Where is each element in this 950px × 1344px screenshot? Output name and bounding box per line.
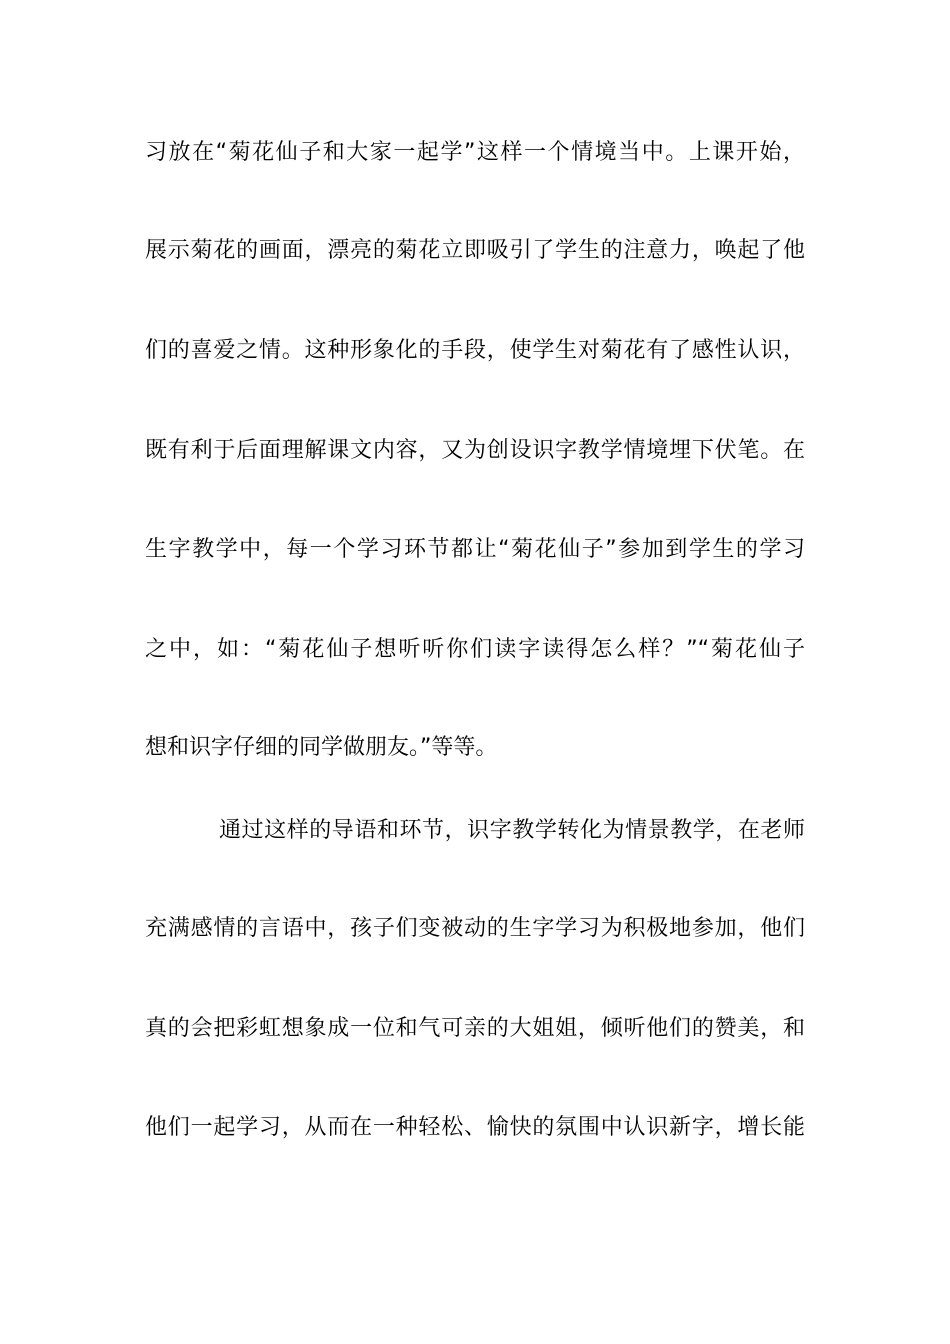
text-line: 想和识字仔细的同学做朋友。”等等。 [145, 735, 498, 760]
text-line: 通过这样的导语和环节，识字教学转化为情景教学，在老师 [219, 818, 805, 843]
text-line: 真的会把彩虹想象成一位和气可亲的大姐姐，倾听他们的赞美，和 [145, 1016, 805, 1041]
text-line: 们的喜爱之情。这种形象化的手段，使学生对菊花有了感性认识， [145, 338, 805, 363]
text-line: 生字教学中，每一个学习环节都让“菊花仙子”参加到学生的学习 [145, 537, 805, 562]
text-line: 既有利于后面理解课文内容，又为创设识字教学情境埋下伏笔。在 [145, 438, 805, 463]
text-line: 之中，如：“菊花仙子想听听你们读字读得怎么样？”“菊花仙子 [145, 637, 805, 662]
text-line: 展示菊花的画面，漂亮的菊花立即吸引了学生的注意力，唤起了他 [145, 238, 805, 263]
text-line: 充满感情的言语中，孩子们变被动的生字学习为积极地参加，他们 [145, 916, 805, 941]
text-line: 习放在“菊花仙子和大家一起学”这样一个情境当中。上课开始， [145, 140, 805, 165]
text-line: 他们一起学习，从而在一种轻松、愉快的氛围中认识新字，增长能 [145, 1115, 805, 1140]
